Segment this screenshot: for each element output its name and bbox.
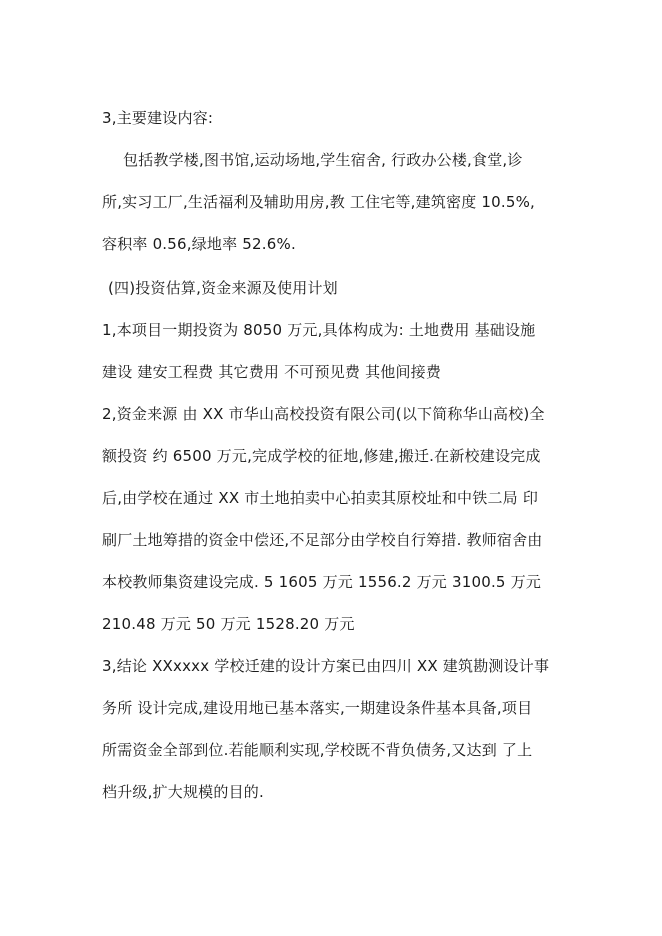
paragraph-line: 所需资金全部到位.若能顺利实现,学校既不背负债务,又达到 了上 bbox=[102, 741, 533, 759]
paragraph-line: 1,本项目一期投资为 8050 万元,具体构成为: 土地费用 基础设施 bbox=[102, 321, 536, 339]
section-heading-construction: 3,主要建设内容: bbox=[102, 109, 214, 127]
paragraph-line: 所,实习工厂,生活福利及辅助用房,教 工住宅等,建筑密度 10.5%, bbox=[102, 193, 536, 211]
paragraph-line: 后,由学校在通过 XX 市土地拍卖中心拍卖其原校址和中铁二局 印 bbox=[102, 489, 539, 507]
paragraph-line: 2,资金来源 由 XX 市华山高校投资有限公司(以下简称华山高校)全 bbox=[102, 405, 545, 423]
paragraph-line: 本校教师集资建设完成. 5 1605 万元 1556.2 万元 3100.5 万元 bbox=[102, 573, 542, 591]
paragraph-line: 档升级,扩大规模的目的. bbox=[102, 783, 264, 801]
paragraph-line: 3,结论 XXxxxx 学校迁建的设计方案已由四川 XX 建筑勘测设计事 bbox=[102, 657, 550, 675]
paragraph-line: 建设 建安工程费 其它费用 不可预见费 其他间接费 bbox=[102, 363, 442, 381]
section-heading-investment: (四)投资估算,资金来源及使用计划 bbox=[108, 279, 338, 297]
paragraph-line: 210.48 万元 50 万元 1528.20 万元 bbox=[102, 615, 355, 633]
paragraph-line: 刷厂土地筹措的资金中偿还,不足部分由学校自行筹措. 教师宿舍由 bbox=[102, 531, 543, 549]
paragraph-line: 务所 设计完成,建设用地已基本落实,一期建设条件基本具备,项目 bbox=[102, 699, 533, 717]
paragraph-line: 容积率 0.56,绿地率 52.6%. bbox=[102, 235, 296, 253]
paragraph-line: 额投资 约 6500 万元,完成学校的征地,修建,搬迁.在新校建设完成 bbox=[102, 447, 541, 465]
paragraph-line: 包括教学楼,图书馆,运动场地,学生宿舍, 行政办公楼,食堂,诊 bbox=[123, 151, 523, 169]
